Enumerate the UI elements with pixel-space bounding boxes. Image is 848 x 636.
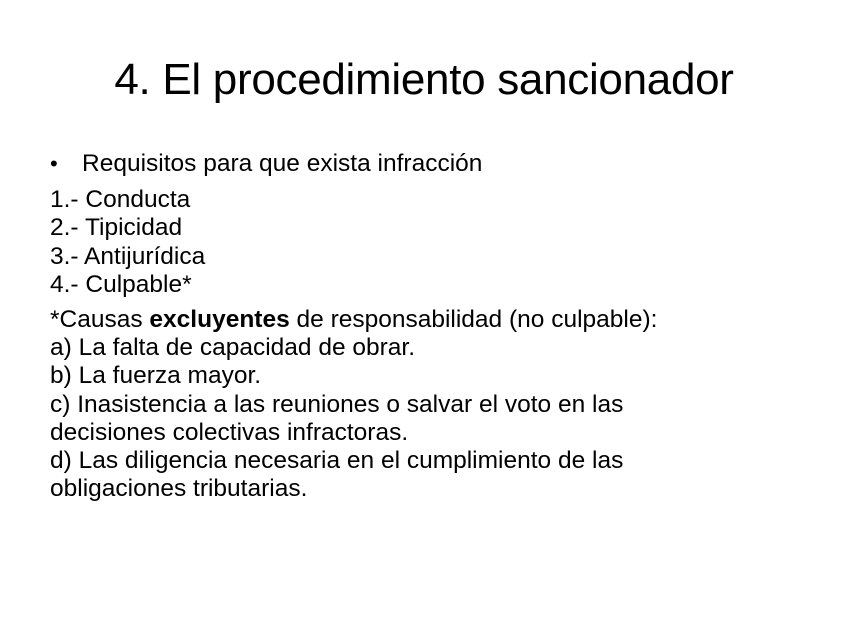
cause-item: c) Inasistencia a las reuniones o salvar el voto en las decisiones colectivas infractoras. bbox=[50, 390, 624, 446]
requirement-item: 3.- Antijurídica bbox=[50, 242, 206, 270]
causes-intro-suffix: de responsabilidad (no culpable): bbox=[289, 306, 658, 334]
slide-title: 4. El procedimiento sancionador bbox=[114, 55, 734, 104]
cause-item: b) La fuerza mayor. bbox=[50, 362, 262, 390]
bullet-item bbox=[50, 150, 810, 178]
bullet-text: Requisitos para que exista infracción bbox=[82, 150, 483, 177]
requirement-item: 4.- Culpable* bbox=[50, 270, 192, 298]
slide-body bbox=[50, 150, 810, 503]
bullet-marker: • bbox=[50, 151, 58, 176]
requirements-list bbox=[50, 186, 810, 299]
requirement-item: 2.- Tipicidad bbox=[50, 214, 183, 242]
causes-intro-bold: excluyentes bbox=[149, 306, 290, 334]
cause-item: a) La falta de capacidad de obrar. bbox=[50, 334, 416, 362]
causes-intro bbox=[50, 306, 810, 334]
requirement-item: 1.- Conducta bbox=[50, 186, 191, 214]
causes-intro-prefix: *Causas bbox=[50, 306, 150, 334]
exclusion-causes bbox=[50, 306, 810, 503]
cause-item: d) Las diligencia necesaria en el cumplimiento de las obligaciones tributarias. bbox=[50, 447, 624, 503]
